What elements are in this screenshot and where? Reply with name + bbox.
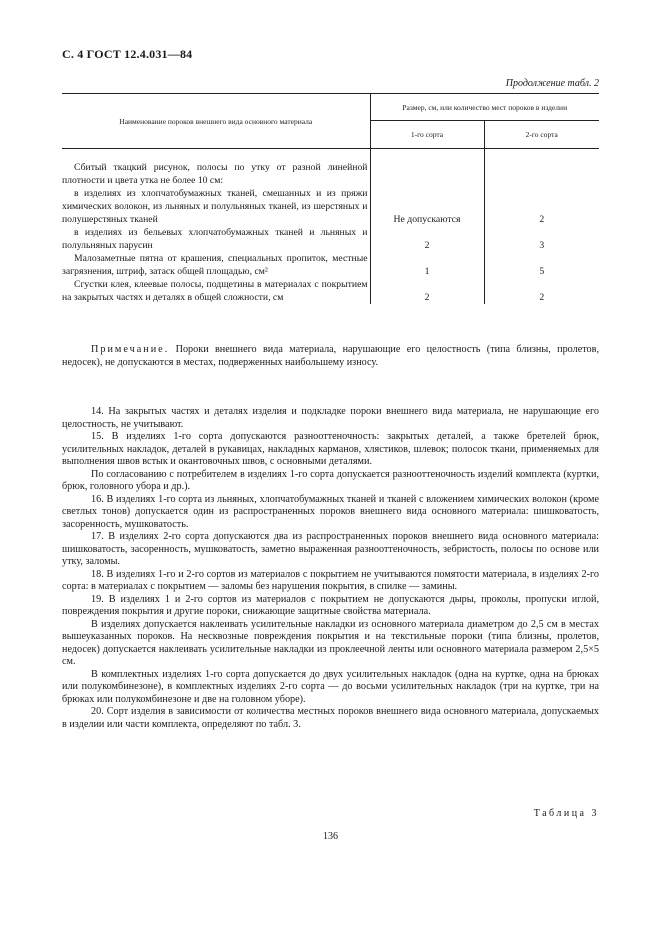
column-header-name: Наименование пороков внешнего вида основного материала bbox=[62, 94, 370, 149]
paragraph-20: 20. Сорт изделия в зависимости от количества местных пороков внешнего вида основного материала, допускаемых в изделии или части комплекта, определяют по табл. 3. bbox=[62, 706, 599, 730]
table-3-label: Таблица 3 bbox=[533, 808, 599, 819]
grade-2-value: 3 bbox=[539, 240, 545, 251]
main-text bbox=[62, 406, 599, 731]
paragraph-15: 15. В изделиях 1-го сорта допускаются разнооттеночность: закрытых деталей, а также бретелей брюк, усилительных накладок, деталей в рукавицах, накладных карманов, хлястиков, шлевок; полосок ткани, применяемых для выполнения швов встык и окантовочных швов, с основными деталями. bbox=[62, 431, 599, 467]
table-note bbox=[62, 344, 599, 369]
grade-2-value bbox=[484, 161, 599, 187]
note-text: Пороки внешнего вида материала, нарушающие его целостность (типа близны, пролетов, недосек), не допускаются в местах, подверженных наибольшему износу. bbox=[62, 344, 599, 368]
table-spacer bbox=[62, 149, 599, 162]
defects-table bbox=[62, 93, 599, 304]
paragraph-14: 14. На закрытых частях и деталях изделия и подкладке пороки внешнего вида материала, не нарушающие его целостность, не учитывают. bbox=[62, 406, 599, 430]
grade-2-value: 2 bbox=[539, 292, 545, 303]
grade-1-value bbox=[370, 161, 484, 187]
defect-description: в изделиях из хлопчатобумажных тканей, смешанных и из пряжи химических волокон, из льняных и полульняных тканей, из шерстяных и полушерстяных тканей bbox=[62, 187, 370, 226]
grade-1-value: Не допускаются bbox=[370, 187, 484, 226]
grade-2-value: 2 bbox=[539, 214, 545, 225]
paragraph-19: 19. В изделиях 1 и 2-го сортов из материалов с покрытием не допускаются дыры, проколы, пропуски иглой, повреждения покрытия и другие пороки, снижающие защитные свойства материала. bbox=[62, 593, 599, 617]
page-header: С. 4 ГОСТ 12.4.031—84 bbox=[62, 47, 193, 61]
table-row bbox=[62, 187, 599, 226]
grade-2-value: 5 bbox=[539, 266, 545, 277]
table-continuation-label: Продолжение табл. 2 bbox=[505, 78, 599, 89]
grade-1-value: 2 bbox=[370, 226, 484, 252]
table-row bbox=[62, 252, 599, 278]
table-row bbox=[62, 226, 599, 252]
defect-description: в изделиях из бельевых хлопчатобумажных тканей и льняных и полульняных парусин bbox=[62, 226, 370, 252]
table-row bbox=[62, 161, 599, 187]
grade-1-value: 2 bbox=[370, 278, 484, 304]
page-number: 136 bbox=[323, 831, 338, 842]
paragraph-15-cont: По согласованию с потребителем в изделиях 1-го сорта допускается разнооттеночность изделий комплекта (куртки, брюк, головного убора и др.). bbox=[62, 468, 599, 492]
note-label: Примечание. bbox=[91, 344, 170, 355]
paragraph-18: 18. В изделиях 1-го и 2-го сортов из материалов с покрытием не учитываются помятости материала, в изделиях 2-го сорта: в материалах с покрытием — заломы без нарушения покрытия, в спилке — замины. bbox=[62, 568, 599, 592]
column-header-grade-2: 2-го сорта bbox=[484, 121, 599, 149]
defect-description: Сбитый ткацкий рисунок, полосы по утку от разной линейной плотности и цвета утка не более 10 см: bbox=[62, 161, 370, 187]
paragraph-16: 16. В изделиях 1-го сорта из льняных, хлопчатобумажных тканей и тканей с вложением химических волокон (кроме светлых тонов) допускается один из распространенных пороков внешнего вида основного материала: шишковатость, засоренность, мушковатость. bbox=[62, 493, 599, 530]
column-header-size: Размер, см, или количество мест пороков в изделии bbox=[370, 94, 599, 121]
paragraph-19-cont-2: В комплектных изделиях 1-го сорта допускается до двух усилительных накладок (одна на куртке, одна на брюках или полукомбинезоне), в комплектных изделиях 2-го сорта — до восьми усилительных накладок (три на куртке, три на брюках или полукомбинезоне и две на головном уборе). bbox=[62, 668, 599, 705]
paragraph-19-cont-1: В изделиях допускается наклеивать усилительные накладки из основного материала диаметром до 2,5 см в местах вышеуказанных пороков. На несквозные повреждения покрытия и на текстильные пороки (типа близны, пролетов, недосек) допускается наклеивать усилительные накладки из проклеечной ленты или основного материала размером 2,5×5 см. bbox=[62, 618, 599, 667]
defect-description: Малозаметные пятна от крашения, специальных пропиток, местные загрязнения, штриф, затаск общей площадью, см² bbox=[62, 252, 370, 278]
table-header-row bbox=[62, 94, 599, 121]
paragraph-17: 17. В изделиях 2-го сорта допускаются два из распространенных пороков внешнего вида основного материала: шишковатость, засоренность, мушковатость, заметно выраженная разнооттеночность, зебристость, полосы по основе или утку, заломы. bbox=[62, 531, 599, 567]
defect-description: Сгустки клея, клеевые полосы, подщетины в материалах с покрытием на закрытых частях и деталях в общей сложности, см bbox=[62, 278, 370, 304]
grade-1-value: 1 bbox=[370, 252, 484, 278]
table-row bbox=[62, 278, 599, 304]
column-header-grade-1: 1-го сорта bbox=[370, 121, 484, 149]
